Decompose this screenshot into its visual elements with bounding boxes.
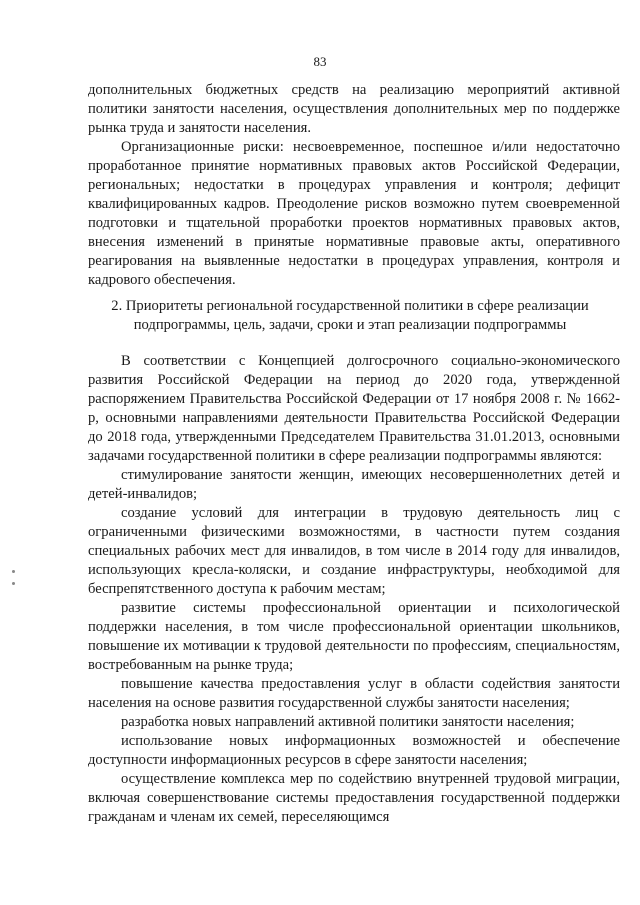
paragraph: Организационные риски: несвоевременное, поспешное и/или недостаточно проработанное принятие нормативных правовых актов Российской Федерации, региональных; недостатки в процедурах управления и контроля; дефицит квалифицированных кадров. Преодоление рисков возможно путем своевременной подготовки и тщательной проработки проектов нормативных правовых актов, внесения изменений в принятые нормативные правовые акты, оперативного реагирования на выявленные недостатки в процедурах управления, контроля и кадрового обеспечения. — [88, 139, 620, 288]
list-item: повышение качества предоставления услуг в области содействия занятости населения на основе развития государственной службы занятости населения; — [88, 676, 620, 711]
list-item: использование новых информационных возможностей и обеспечение доступности информационных ресурсов в сфере занятости населения; — [88, 733, 620, 768]
list-item: стимулирование занятости женщин, имеющих несовершеннолетних детей и детей-инвалидов; — [88, 467, 620, 502]
scan-margin-mark — [12, 582, 15, 585]
section-heading — [70, 297, 630, 335]
top-text-block — [88, 81, 620, 290]
list-item: разработка новых направлений активной политики занятости населения; — [121, 714, 575, 730]
section-heading-line: подпрограммы, цель, задачи, сроки и этап реализации подпрограммы — [133, 317, 567, 333]
paragraph: В соответствии с Концепцией долгосрочного социально-экономического развития Российской Федерации на период до 2020 года, утвержденной распоряжением Правительства Российской Федерации от 17 ноября 2008 г. № 1662-р, основными направлениями деятельности Правительства Российской Федерации до 2018 года, утвержденными Председателем Правительства 31.01.2013, основными задачами государственной политики в сфере реализации подпрограммы являются: — [88, 353, 620, 464]
main-text-block — [88, 352, 620, 827]
scan-margin-mark — [12, 570, 15, 573]
paragraph: дополнительных бюджетных средств на реализацию мероприятий активной политики занятости населения, осуществления дополнительных мер по поддержке рынка труда и занятости населения. — [88, 82, 620, 136]
list-item: создание условий для интеграции в трудовую деятельность лиц с ограниченными физическими возможностями, в частности путем создания специальных рабочих мест для инвалидов, в том числе в 2014 году для инвалидов, использующих кресла-коляски, и создание инфраструктуры, необходимой для беспрепятственного доступа к рабочим местам; — [88, 505, 620, 597]
section-heading-line: 2. Приоритеты региональной государственной политики в сфере реализации — [111, 298, 589, 314]
page-number: 83 — [313, 54, 327, 69]
list-item: осуществление комплекса мер по содействию внутренней трудовой миграции, включая совершенствование системы предоставления государственной поддержки гражданам и членам их семей, переселяющимся — [88, 771, 620, 825]
list-item: развитие системы профессиональной ориентации и психологической поддержки населения, в том числе профессиональной ориентации школьников, повышение их мотивации к трудовой деятельности по профессиям, специальностям, востребованным на рынке труда; — [88, 600, 620, 673]
